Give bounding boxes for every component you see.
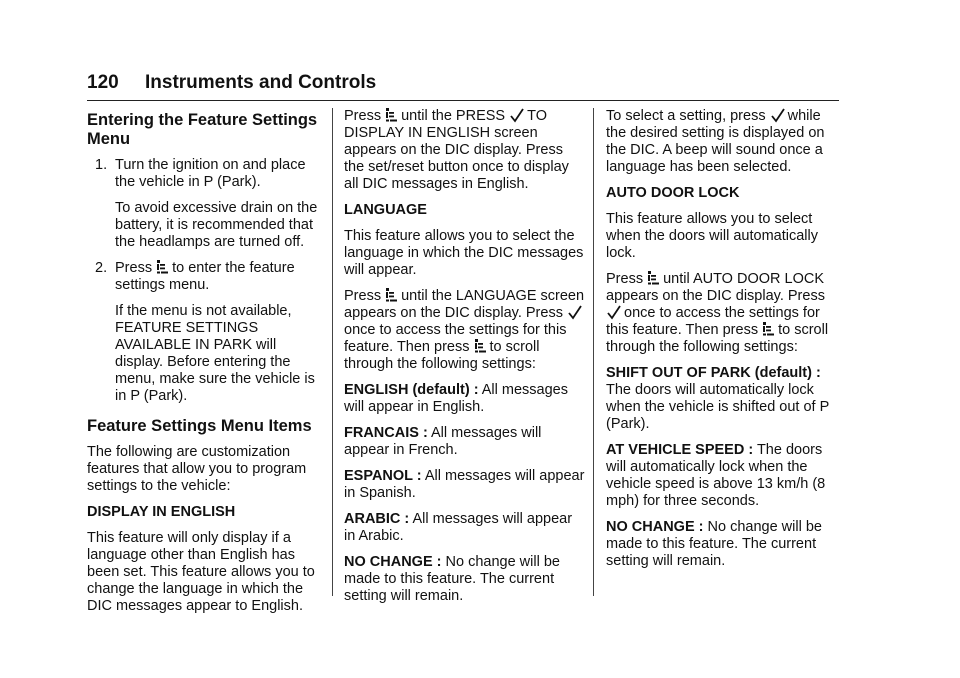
paragraph: Press until AUTO DOOR LOCK appears on the DIC display. Press once to access the settings for this feature. Then press to scroll through the following settings: (606, 271, 829, 355)
column-divider-1 (332, 108, 333, 596)
paragraph: Press until the PRESS TO DISPLAY IN ENGLISH screen appears on the DIC display. Press the set/reset button once to display all DIC messages in English. (344, 108, 569, 192)
header-rule (87, 100, 839, 101)
setting-option: ENGLISH (default) : All messages will appear in English. (344, 382, 568, 415)
item-body: This feature allows you to select the language in which the DIC messages will appear. (344, 228, 584, 278)
paragraph: To select a setting, press while the desired setting is displayed on the DIC. A beep will sound once a language has been selected. (606, 108, 825, 175)
menu-list-icon (386, 108, 398, 123)
setting-option: FRANCAIS : All messages will appear in French. (344, 425, 542, 458)
item-title: DISPLAY IN ENGLISH (87, 504, 236, 520)
page-number: 120 (87, 72, 119, 93)
item-body: This feature allows you to select when the doors will automatically lock. (606, 211, 818, 261)
column-2 (344, 108, 586, 614)
list-item (87, 260, 327, 405)
paragraph: Press until the LANGUAGE screen appears on the DIC display. Press once to access the settings for this feature. Then press to scroll through the following settings: (344, 288, 585, 372)
list-item (87, 157, 327, 251)
menu-list-icon (157, 260, 169, 275)
setting-option: ESPANOL : All messages will appear in Spanish. (344, 468, 585, 501)
step-text: Press to enter the feature settings menu. (115, 260, 295, 293)
item-title: AUTO DOOR LOCK (606, 185, 740, 201)
section-heading: Entering the Feature Settings Menu (87, 111, 318, 148)
item-body: This feature will only display if a language other than English has been set. This feature allows you to change the language in which the DIC messages appear to English. (87, 530, 315, 614)
section-subheading: Feature Settings Menu Items (87, 417, 312, 435)
menu-list-icon (763, 322, 775, 337)
checkmark-icon (771, 108, 785, 123)
step-number: 1. (95, 157, 108, 173)
setting-option: ARABIC : All messages will appear in Arabic. (344, 511, 573, 544)
column-1 (87, 108, 327, 624)
menu-list-icon (386, 288, 398, 303)
column-divider-2 (593, 108, 594, 596)
section-title: Instruments and Controls (145, 72, 377, 93)
setting-option: NO CHANGE : No change will be made to this feature. The current setting will remain. (606, 519, 822, 569)
page-header (87, 72, 839, 102)
setting-option: SHIFT OUT OF PARK (default) : The doors will automatically lock when the vehicle is shifted out of P (Park). (606, 365, 830, 432)
step-text: Turn the ignition on and place the vehicle in P (Park). (115, 157, 306, 190)
column-3 (606, 108, 842, 579)
menu-list-icon (648, 271, 660, 286)
intro-text: The following are customization features that allow you to program settings to the vehicle: (87, 444, 307, 494)
step-note: To avoid excessive drain on the battery, it is recommended that the headlamps are turned off. (115, 200, 318, 250)
checkmark-icon (607, 305, 621, 320)
checkmark-icon (568, 305, 582, 320)
checkmark-icon (510, 108, 524, 123)
setting-option: NO CHANGE : No change will be made to this feature. The current setting will remain. (344, 554, 560, 604)
item-title: LANGUAGE (344, 202, 427, 218)
step-number: 2. (95, 260, 108, 276)
setting-option: AT VEHICLE SPEED : The doors will automatically lock when the vehicle speed is above 13 km/h (8 mph) for three seconds. (606, 442, 826, 509)
step-note: If the menu is not available, FEATURE SETTINGS AVAILABLE IN PARK will display. Before entering the menu, make sure the vehicle is in P (Park). (115, 303, 315, 404)
menu-list-icon (475, 339, 487, 354)
